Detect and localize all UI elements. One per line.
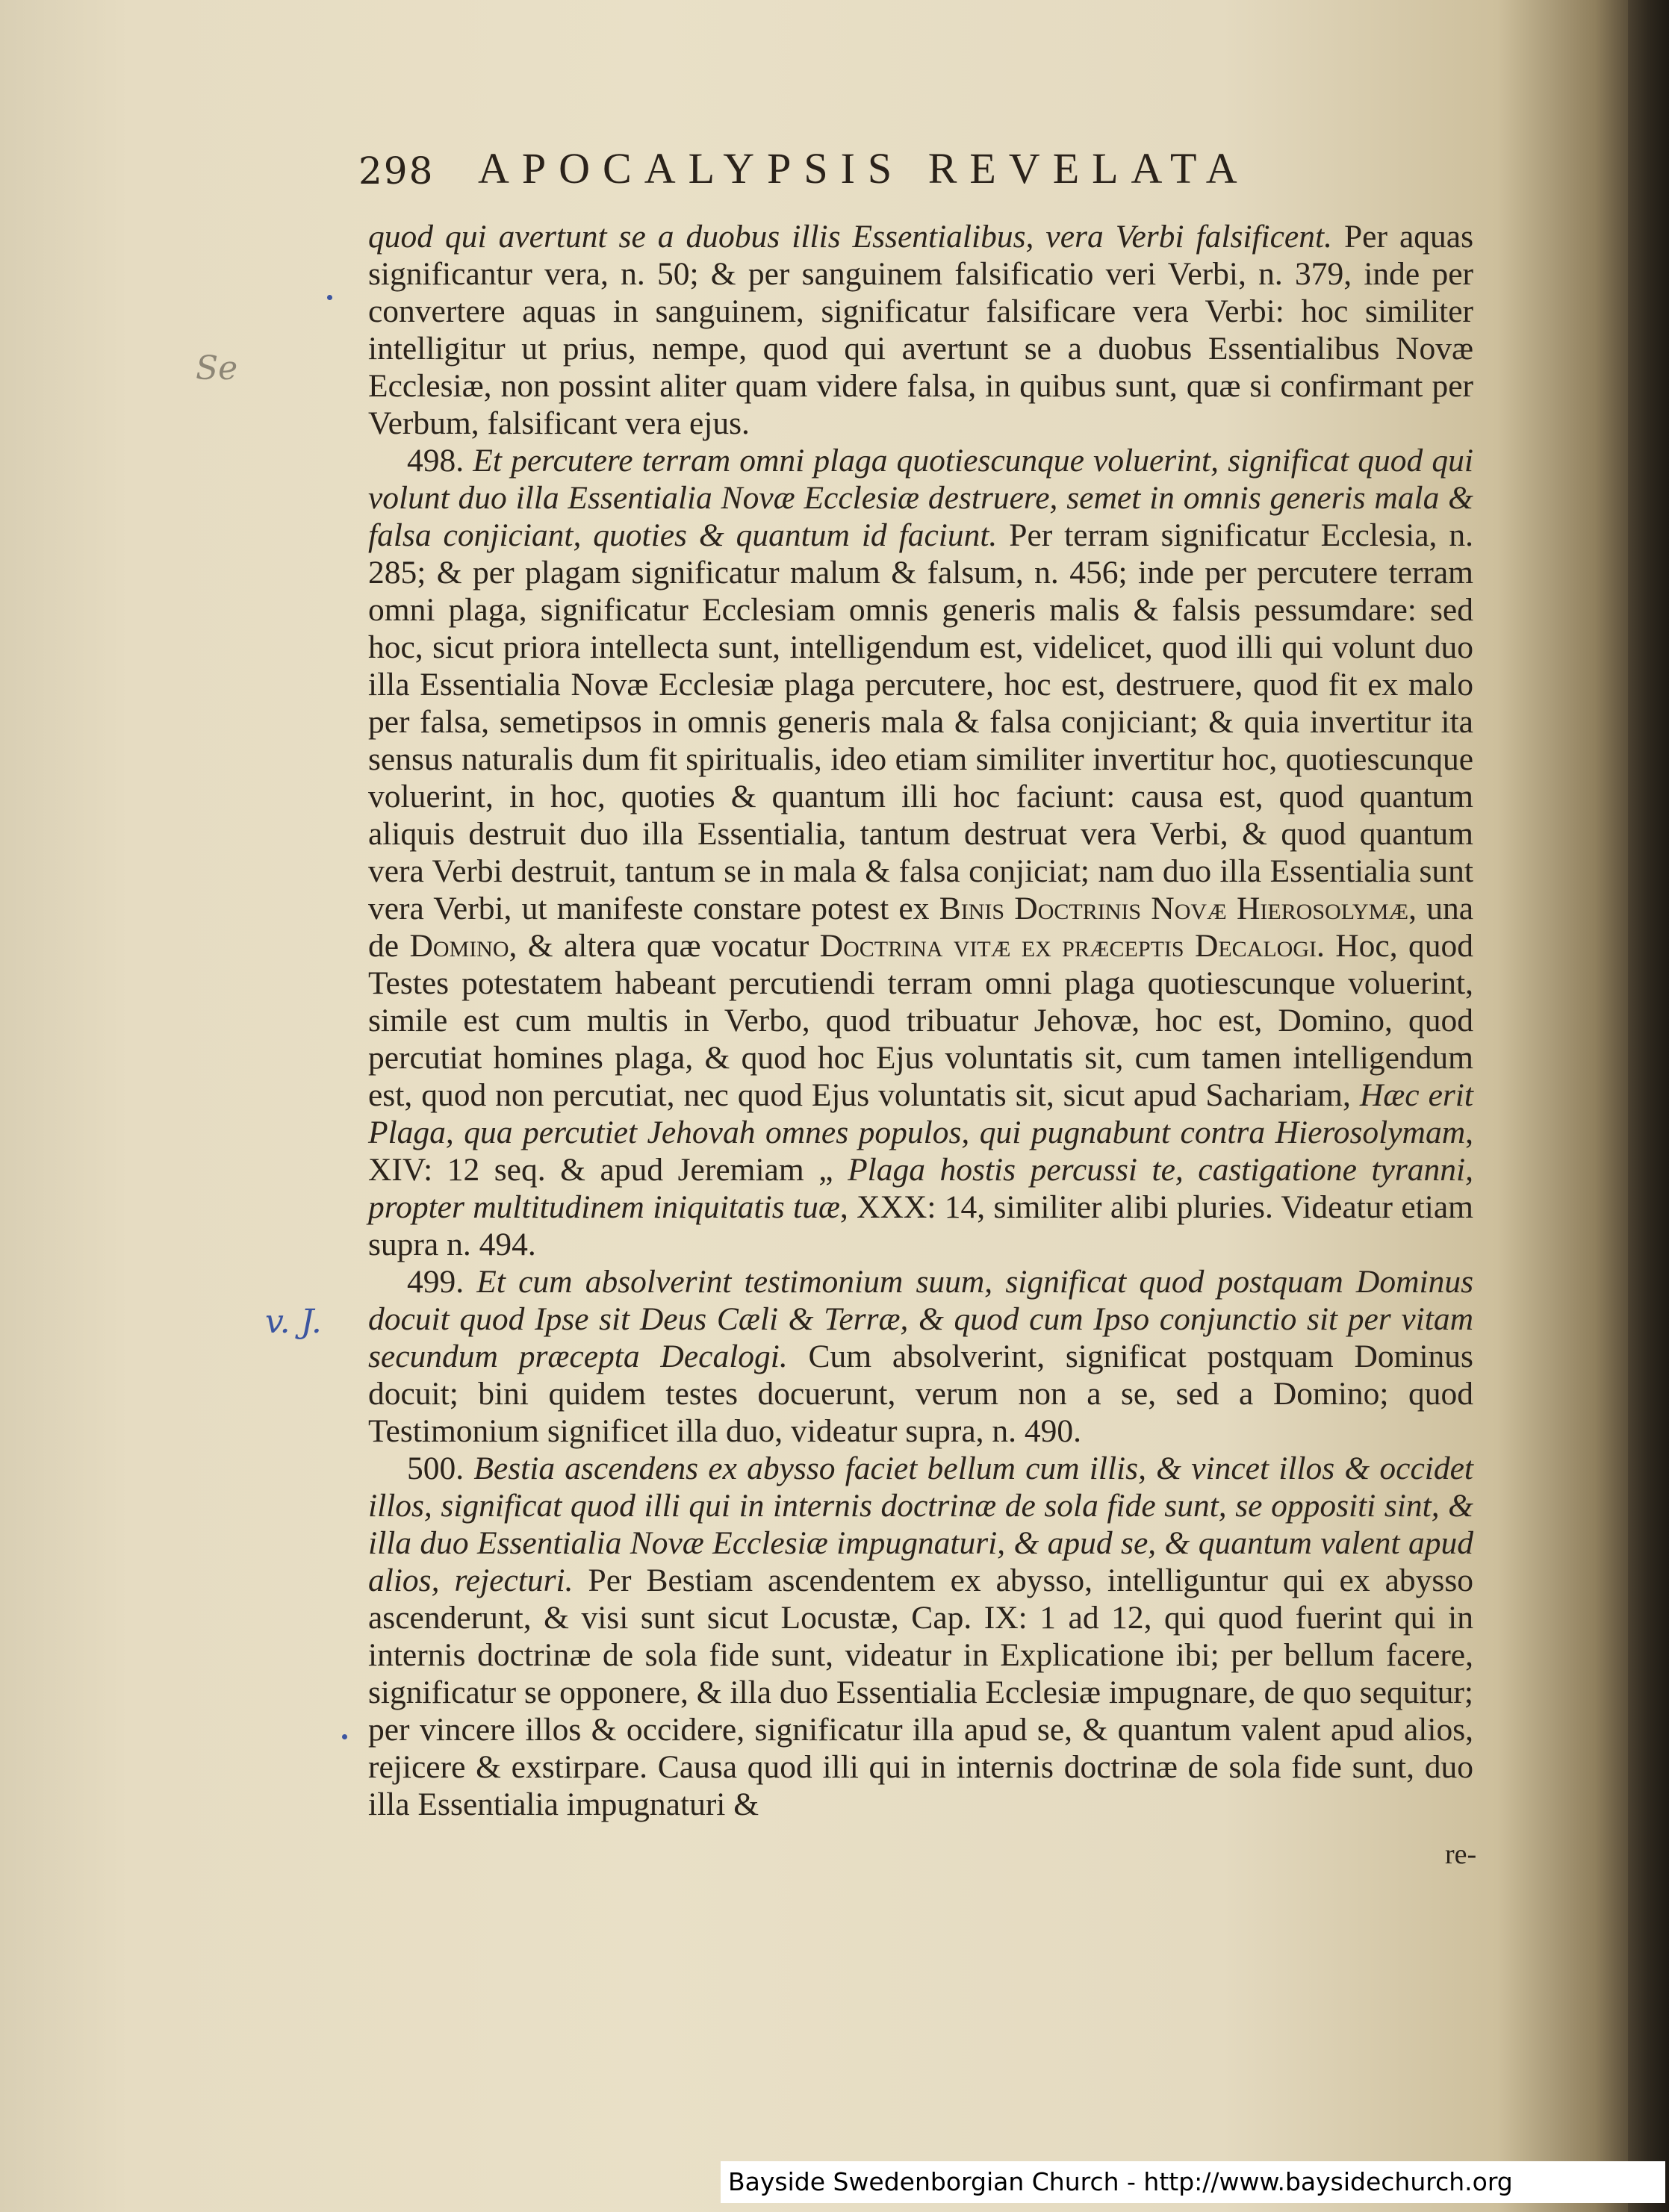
ink-dot-mark: [342, 1734, 347, 1739]
pencil-margin-note: Se: [196, 349, 238, 387]
text-run: Binis Doctrinis Novæ Hierosolymæ: [939, 891, 1409, 926]
footer-credit: Bayside Swedenborgian Church - http://www.baysidechurch.org: [721, 2161, 1665, 2203]
text-run: Plaga hostis percussi te, castigatione tyranni, propter multitudinem iniquitatis tuæ: [368, 1152, 1473, 1225]
text-run: Domino: [409, 928, 509, 964]
text-run: Per terram significatur Ecclesia, n. 285; & per plagam significatur malum & falsum, n. 456; inde per percutere terram omni plaga, significatur Ecclesiam omnis generis malis & falsis pessumdare: sed hoc, sicut priora intellecta sunt, intelligendum est, videlicet, quod illi qui volunt duo illa Essentialia Novæ Ecclesiæ plaga percutere, hoc est, destruere, quod fit ex malo per falsa, semetipsos in omnis generis mala & falsa conjiciant; & quia invertitur ita sensus naturalis dum fit spiritualis, ideo etiam similiter invertitur hoc, quotiescunque voluerint, in hoc, quoties & quantum illi hoc faciunt: causa est, quod quantum aliquis destruit duo illa Essentialia, tantum destruat vera Verbi, & quod quantum vera Verbi destruit, tantum se in mala & falsa conjiciat; nam duo illa Essentialia sunt vera Verbi, ut manifeste constare potest ex: [368, 517, 1473, 926]
text-run: quod qui avertunt se a duobus illis Essentialibus, vera Verbi falsificent.: [368, 219, 1332, 255]
text-run: Hæc erit Plaga, qua percutiet Jehovah omnes populos, qui pugnabunt contra Hierosolymam: [368, 1077, 1473, 1150]
running-head: APOCALYPSIS REVELATA: [478, 144, 1250, 193]
text-run: Doctrina vitæ ex præceptis Decalogi: [819, 928, 1317, 964]
text-run: , XXX: 14, similiter alibi pluries. Videatur etiam supra n. 494.: [368, 1189, 1473, 1262]
ink-margin-note: v. J.: [265, 1303, 322, 1341]
paragraph-499: [368, 1263, 1473, 1450]
text-run: . Hoc, quod Testes potestatem habeant percutiendi terram omni plaga quotiescunque voluerint, simile est cum multis in Verbo, quod tribuatur Jehovæ, hoc est, Domino, quod percutiat homines plaga, & quod hoc Ejus voluntatis sit, cum tamen intelligendum est, quod non percutiat, nec quod Ejus voluntatis sit, sicut apud Sachariam,: [368, 928, 1473, 1113]
text-run: , una de: [368, 891, 1474, 964]
paragraph-continuation: [368, 218, 1473, 442]
text-run: , XIV: 12 seq. & apud Jeremiam „: [368, 1115, 1473, 1188]
book-spine-shadow: [1628, 0, 1669, 2212]
text-run: Et percutere terram omni plaga quotiescunque voluerint, significat quod qui volunt duo illa Essentialia Novæ Ecclesiæ destruere, semet in omnis generis mala & falsa conjiciant, quoties & quantum id faciunt.: [368, 443, 1473, 553]
text-run: Et cum absolverint testimonium suum, significat quod postquam Dominus docuit quod Ipse sit Deus Cæli & Terræ, & quod cum Ipso conjunctio sit per vitam secundum præcepta Decalogi.: [368, 1264, 1474, 1374]
text-run: 498.: [407, 443, 473, 479]
text-run: Per aquas significantur vera, n. 50; & per sanguinem falsificatio veri Verbi, n. 379, inde per convertere aquas in sanguinem, significatur falsificare vera Verbi: hoc similiter intelligitur ut prius, nempe, quod qui avertunt se a duobus Essentialibus Novæ Ecclesiæ, non possint aliter quam videre falsa, in quibus sunt, quæ si confirmant per Verbum, falsificant vera ejus.: [368, 219, 1474, 441]
text-run: 500.: [407, 1451, 474, 1486]
body-text: [368, 218, 1473, 1823]
text-run: , & altera quæ vocatur: [509, 928, 820, 964]
ink-dot-mark: [327, 295, 332, 300]
page-number: 298: [358, 149, 435, 193]
paragraph-500: [368, 1450, 1473, 1823]
text-run: Cum absolverint, significat postquam Dominus docuit; bini quidem testes docuerunt, verum non a se, sed a Domino; quod Testimonium significet illa duo, videatur supra, n. 490.: [368, 1339, 1473, 1449]
text-run: 499.: [407, 1264, 477, 1300]
paragraph-498: [368, 442, 1473, 1263]
text-run: Bestia ascendens ex abysso faciet bellum cum illis, & vincet illos & occidet illos, significat quod illi qui in internis doctrinæ de sola fide sunt, se oppositi sint, & illa duo Essentialia Novæ Ecclesiæ impugnaturi, & apud se, & quantum valent apud alios, rejecturi.: [368, 1451, 1474, 1598]
page-header: [358, 143, 1426, 197]
text-run: Per Bestiam ascendentem ex abysso, intelliguntur qui ex abysso ascenderunt, & visi sunt sicut Locustæ, Cap. IX: 1 ad 12, qui quod fuerint qui in internis doctrinæ de sola fide sunt, videatur in Explicatione ibi; per bellum facere, significatur se opponere, & illa duo Essentialia Ecclesiæ impugnare, de quo sequitur; per vincere illos & occidere, significatur illa apud se, & quantum valent apud alios, rejicere & exstirpare. Causa quod illi qui in internis doctrinæ de sola fide sunt, duo illa Essentialia impugnaturi &: [368, 1563, 1473, 1822]
catchword: re-: [1445, 1839, 1477, 1870]
